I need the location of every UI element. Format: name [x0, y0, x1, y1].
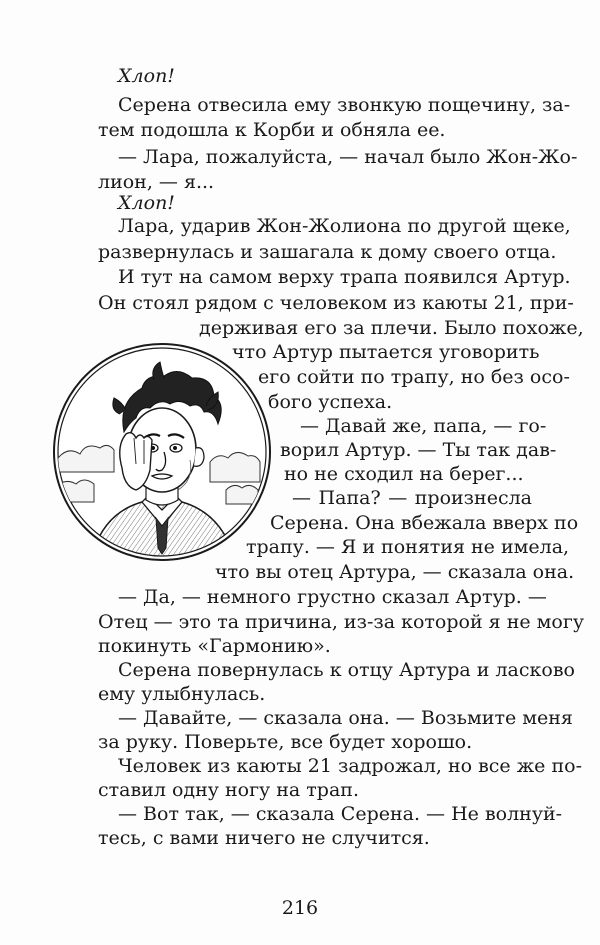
text-line: держивая его за плечи. Было похоже,	[199, 317, 584, 339]
text-line: Серена повернулась к отцу Артура и ласково	[118, 659, 575, 681]
text-line: ставил одну ногу на трап.	[98, 779, 359, 801]
text-line: ему улыбнулась.	[98, 683, 266, 705]
text-line: Серена отвесила ему звонкую пощечину, за-	[118, 94, 571, 116]
text-line: что вы отец Артура, — сказала она.	[215, 561, 575, 583]
text-line: Серена. Она вбежала вверх по	[270, 512, 579, 534]
page-number: 216	[281, 897, 319, 919]
text-line: — Вот так, — сказала Серена. — Не волнуй-	[118, 803, 563, 825]
text-line: за руку. Поверьте, все будет хорошо.	[98, 731, 473, 753]
text-line: Человек из каюты 21 задрожал, но все же по-	[118, 755, 582, 777]
text-line: трапу. — Я и понятия не имела,	[246, 536, 570, 558]
text-line: что Артур пытается уговорить	[232, 341, 540, 363]
text-line: — Давай же, папа, — го-	[300, 415, 547, 437]
text-line: — Лара, пожалуйста, — начал было Жон-Жо-	[118, 146, 578, 168]
text-line: Хлоп!	[118, 192, 175, 214]
text-line: — Давайте, — сказала она. — Возьмите меня	[118, 707, 573, 729]
text-line: тем подошла к Корби и обняла ее.	[98, 119, 446, 141]
text-line: но не сходил на берег...	[284, 463, 524, 485]
text-line: Хлоп!	[118, 65, 175, 87]
text-line: Лара, ударив Жон-Жолиона по другой щеке,	[118, 215, 571, 237]
text-line: — Папа? — произнесла	[292, 487, 532, 509]
text-line: покинуть «Гармонию».	[98, 635, 331, 657]
text-line: его сойти по трапу, но без осо-	[258, 366, 570, 388]
portrait-illustration	[50, 340, 274, 564]
text-line: Отец — это та причина, из-за которой я не могу	[98, 611, 584, 633]
text-line: И тут на самом верху трапа появился Артур.	[118, 266, 571, 288]
text-line: — Да, — немного грустно сказал Артур. —	[118, 586, 547, 608]
text-line: ворил Артур. — Ты так дав-	[280, 439, 557, 461]
cloud-shape	[210, 452, 260, 482]
text-line: лион, — я...	[98, 171, 215, 193]
text-line: развернулась и зашагала к дому своего отца.	[98, 241, 557, 263]
text-line: бого успеха.	[268, 391, 393, 413]
text-line: Он стоял рядом с человеком из каюты 21, при-	[98, 292, 574, 314]
text-line: тесь, с вами ничего не случится.	[98, 827, 430, 849]
